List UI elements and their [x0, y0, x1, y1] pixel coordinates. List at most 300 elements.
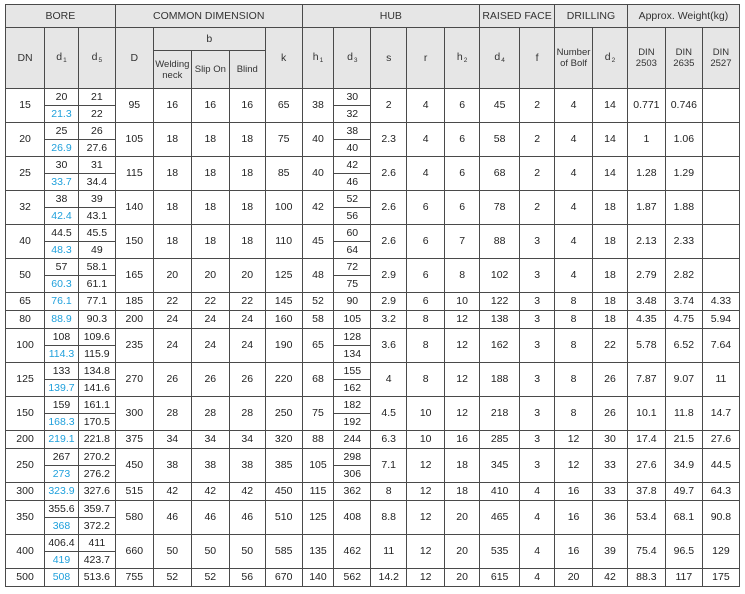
cell-bs: 26	[191, 363, 229, 397]
cell-f: 4	[520, 501, 555, 535]
cell-d4: 188	[480, 363, 520, 397]
cell-d1-od: 368	[45, 518, 79, 535]
cell-d4: 102	[480, 259, 520, 293]
cell-bb: 56	[229, 569, 265, 587]
cell-w1: 2.13	[627, 225, 665, 259]
cell-d5: 423.7	[78, 552, 115, 569]
cell-d2: 22	[593, 329, 628, 363]
cell-w1: 1.87	[627, 191, 665, 225]
cell-d3: 244	[334, 431, 371, 449]
group-raised-face: RAISED FACE	[480, 5, 555, 28]
cell-s: 14.2	[371, 569, 407, 587]
cell-k: 160	[265, 311, 302, 329]
cell-dn: 250	[6, 449, 45, 483]
col-d1: $d_1$	[45, 28, 79, 89]
cell-r: 6	[407, 293, 445, 311]
cell-h1: 115	[302, 483, 334, 501]
cell-w2: 1.88	[665, 191, 702, 225]
cell-d3: 408	[334, 501, 371, 535]
cell-d3: 40	[334, 140, 371, 157]
cell-d3: 72	[334, 259, 371, 276]
cell-w1: 5.78	[627, 329, 665, 363]
cell-h2: 12	[445, 363, 480, 397]
cell-d3: 134	[334, 346, 371, 363]
cell-d1: 25	[45, 123, 79, 140]
table-row	[6, 259, 740, 276]
cell-bs: 42	[191, 483, 229, 501]
cell-d2: 33	[593, 449, 628, 483]
cell-d4: 68	[480, 157, 520, 191]
cell-d4: 162	[480, 329, 520, 363]
cell-r: 10	[407, 431, 445, 449]
cell-h1: 68	[302, 363, 334, 397]
cell-d3: 32	[334, 106, 371, 123]
cell-nb: 8	[555, 397, 593, 431]
cell-d5: 22	[78, 106, 115, 123]
cell-f: 4	[520, 535, 555, 569]
cell-s: 2.6	[371, 191, 407, 225]
cell-h2: 18	[445, 449, 480, 483]
cell-D: 580	[115, 501, 153, 535]
cell-bw: 22	[153, 293, 191, 311]
cell-dn: 20	[6, 123, 45, 157]
cell-d3: 128	[334, 329, 371, 346]
cell-r: 8	[407, 311, 445, 329]
cell-h2: 16	[445, 431, 480, 449]
cell-bb: 18	[229, 123, 265, 157]
cell-d2: 14	[593, 89, 628, 123]
group-approx-weight: Approx. Weight(kg)	[627, 5, 739, 28]
cell-s: 2.6	[371, 225, 407, 259]
cell-D: 95	[115, 89, 153, 123]
cell-k: 65	[265, 89, 302, 123]
cell-nb: 4	[555, 225, 593, 259]
cell-r: 6	[407, 259, 445, 293]
cell-D: 660	[115, 535, 153, 569]
cell-d1-od: 168.3	[45, 414, 79, 431]
cell-d1-od: 21.3	[45, 106, 79, 123]
cell-d2: 14	[593, 123, 628, 157]
cell-f: 3	[520, 329, 555, 363]
table-row	[6, 225, 740, 242]
cell-d1: 44.5	[45, 225, 79, 242]
cell-w1: 27.6	[627, 449, 665, 483]
group-common-dimension: COMMON DIMENSION	[115, 5, 302, 28]
cell-w3: 44.5	[702, 449, 739, 483]
cell-d5: 270.2	[78, 449, 115, 466]
cell-d5: 34.4	[78, 174, 115, 191]
cell-k: 450	[265, 483, 302, 501]
cell-d1: 30	[45, 157, 79, 174]
cell-s: 3.2	[371, 311, 407, 329]
cell-d2: 18	[593, 311, 628, 329]
cell-h1: 45	[302, 225, 334, 259]
cell-k: 85	[265, 157, 302, 191]
cell-bb: 16	[229, 89, 265, 123]
cell-bw: 28	[153, 397, 191, 431]
cell-d1-od: 114.3	[45, 346, 79, 363]
cell-d5: 327.6	[78, 483, 115, 501]
cell-r: 6	[407, 191, 445, 225]
table-row	[6, 329, 740, 346]
cell-d3: 306	[334, 466, 371, 483]
cell-f: 3	[520, 311, 555, 329]
cell-bw: 18	[153, 157, 191, 191]
cell-bs: 18	[191, 225, 229, 259]
cell-D: 375	[115, 431, 153, 449]
cell-D: 450	[115, 449, 153, 483]
cell-w2: 49.7	[665, 483, 702, 501]
cell-w1: 75.4	[627, 535, 665, 569]
cell-d1-od: 273	[45, 466, 79, 483]
cell-k: 100	[265, 191, 302, 225]
cell-d5: 49	[78, 242, 115, 259]
cell-nb: 12	[555, 449, 593, 483]
cell-w1: 2.79	[627, 259, 665, 293]
cell-d4: 345	[480, 449, 520, 483]
cell-d1-od: 42.4	[45, 208, 79, 225]
cell-D: 105	[115, 123, 153, 157]
cell-d1-od: 139.7	[45, 380, 79, 397]
cell-bs: 16	[191, 89, 229, 123]
cell-w2: 68.1	[665, 501, 702, 535]
cell-w2: 11.8	[665, 397, 702, 431]
cell-k: 385	[265, 449, 302, 483]
col-b-blind: Blind	[229, 51, 265, 89]
cell-bw: 26	[153, 363, 191, 397]
cell-bb: 42	[229, 483, 265, 501]
cell-r: 4	[407, 123, 445, 157]
cell-r: 12	[407, 501, 445, 535]
cell-d5: 21	[78, 89, 115, 106]
cell-bw: 18	[153, 225, 191, 259]
cell-dn: 15	[6, 89, 45, 123]
table-row	[6, 293, 740, 311]
cell-h2: 12	[445, 329, 480, 363]
col-b: b	[153, 28, 265, 51]
cell-bb: 34	[229, 431, 265, 449]
cell-w2: 2.33	[665, 225, 702, 259]
cell-bs: 24	[191, 329, 229, 363]
cell-s: 4.5	[371, 397, 407, 431]
cell-d5: 31	[78, 157, 115, 174]
cell-d5: 61.1	[78, 276, 115, 293]
cell-d1-od: 88.9	[45, 311, 79, 329]
cell-d5: 39	[78, 191, 115, 208]
cell-r: 8	[407, 329, 445, 363]
cell-bs: 18	[191, 157, 229, 191]
col-D: D	[115, 28, 153, 89]
cell-w3: 11	[702, 363, 739, 397]
cell-w1: 7.87	[627, 363, 665, 397]
cell-nb: 16	[555, 501, 593, 535]
cell-bb: 18	[229, 191, 265, 225]
cell-r: 12	[407, 483, 445, 501]
cell-nb: 4	[555, 259, 593, 293]
group-hub: HUB	[302, 5, 479, 28]
cell-w1: 1.28	[627, 157, 665, 191]
cell-d1: 159	[45, 397, 79, 414]
cell-bs: 28	[191, 397, 229, 431]
cell-d5: 43.1	[78, 208, 115, 225]
cell-r: 12	[407, 449, 445, 483]
cell-w1: 88.3	[627, 569, 665, 587]
cell-bb: 20	[229, 259, 265, 293]
cell-d5: 141.6	[78, 380, 115, 397]
cell-nb: 16	[555, 483, 593, 501]
cell-w2: 34.9	[665, 449, 702, 483]
table-body	[6, 89, 740, 587]
cell-w1: 1	[627, 123, 665, 157]
cell-bs: 52	[191, 569, 229, 587]
cell-s: 8	[371, 483, 407, 501]
col-k: k	[265, 28, 302, 89]
cell-h2: 10	[445, 293, 480, 311]
cell-d1-od: 76.1	[45, 293, 79, 311]
cell-w3: 64.3	[702, 483, 739, 501]
cell-k: 250	[265, 397, 302, 431]
cell-f: 4	[520, 483, 555, 501]
cell-s: 4	[371, 363, 407, 397]
cell-h2: 7	[445, 225, 480, 259]
cell-dn: 300	[6, 483, 45, 501]
col-dn: DN	[6, 28, 45, 89]
cell-d1: 355.6	[45, 501, 79, 518]
cell-d4: 410	[480, 483, 520, 501]
cell-h1: 65	[302, 329, 334, 363]
cell-h2: 8	[445, 259, 480, 293]
cell-bs: 24	[191, 311, 229, 329]
cell-d3: 30	[334, 89, 371, 106]
cell-nb: 8	[555, 329, 593, 363]
cell-d5: 26	[78, 123, 115, 140]
cell-w3	[702, 89, 739, 123]
cell-dn: 350	[6, 501, 45, 535]
cell-d1-od: 33.7	[45, 174, 79, 191]
cell-d4: 218	[480, 397, 520, 431]
cell-d5: 109.6	[78, 329, 115, 346]
cell-d3: 105	[334, 311, 371, 329]
cell-w3	[702, 157, 739, 191]
cell-h2: 6	[445, 191, 480, 225]
cell-nb: 8	[555, 363, 593, 397]
table-row	[6, 449, 740, 466]
cell-dn: 65	[6, 293, 45, 311]
cell-w2: 0.746	[665, 89, 702, 123]
cell-d5: 411	[78, 535, 115, 552]
cell-k: 510	[265, 501, 302, 535]
cell-s: 2.3	[371, 123, 407, 157]
cell-w2: 3.74	[665, 293, 702, 311]
cell-d1: 133	[45, 363, 79, 380]
cell-d2: 26	[593, 397, 628, 431]
cell-bs: 20	[191, 259, 229, 293]
cell-d1-od: 219.1	[45, 431, 79, 449]
cell-h2: 6	[445, 157, 480, 191]
table-row	[6, 535, 740, 552]
cell-d4: 88	[480, 225, 520, 259]
cell-s: 2	[371, 89, 407, 123]
cell-d1-od: 419	[45, 552, 79, 569]
col-din-2527: DIN 2527	[702, 28, 739, 89]
cell-w2: 4.75	[665, 311, 702, 329]
cell-d1: 108	[45, 329, 79, 346]
cell-d1: 267	[45, 449, 79, 466]
table-row	[6, 431, 740, 449]
cell-d4: 138	[480, 311, 520, 329]
col-d5: $d_5$	[78, 28, 115, 89]
cell-bw: 20	[153, 259, 191, 293]
cell-h2: 6	[445, 123, 480, 157]
cell-D: 755	[115, 569, 153, 587]
cell-f: 3	[520, 431, 555, 449]
cell-bs: 34	[191, 431, 229, 449]
cell-bb: 24	[229, 329, 265, 363]
cell-d4: 285	[480, 431, 520, 449]
cell-d5: 58.1	[78, 259, 115, 276]
cell-k: 320	[265, 431, 302, 449]
cell-d3: 462	[334, 535, 371, 569]
cell-nb: 4	[555, 89, 593, 123]
table-row	[6, 569, 740, 587]
cell-bw: 46	[153, 501, 191, 535]
cell-w3	[702, 123, 739, 157]
cell-r: 12	[407, 569, 445, 587]
cell-d3: 42	[334, 157, 371, 174]
col-d3: $d_3$	[334, 28, 371, 89]
cell-f: 2	[520, 89, 555, 123]
flange-dimension-table	[5, 4, 740, 587]
cell-bb: 22	[229, 293, 265, 311]
cell-d5: 359.7	[78, 501, 115, 518]
cell-f: 3	[520, 293, 555, 311]
cell-d2: 33	[593, 483, 628, 501]
cell-k: 145	[265, 293, 302, 311]
col-r: r	[407, 28, 445, 89]
cell-r: 4	[407, 157, 445, 191]
cell-h2: 20	[445, 501, 480, 535]
cell-d5: 134.8	[78, 363, 115, 380]
cell-h1: 140	[302, 569, 334, 587]
cell-D: 235	[115, 329, 153, 363]
table-row	[6, 483, 740, 501]
cell-dn: 200	[6, 431, 45, 449]
cell-w3: 27.6	[702, 431, 739, 449]
cell-s: 2.9	[371, 259, 407, 293]
table-row	[6, 397, 740, 414]
cell-d5: 27.6	[78, 140, 115, 157]
cell-bb: 38	[229, 449, 265, 483]
cell-d3: 155	[334, 363, 371, 380]
cell-d5: 90.3	[78, 311, 115, 329]
cell-bb: 24	[229, 311, 265, 329]
cell-h1: 38	[302, 89, 334, 123]
cell-h2: 20	[445, 569, 480, 587]
cell-w2: 117	[665, 569, 702, 587]
cell-d3: 46	[334, 174, 371, 191]
cell-w2: 1.29	[665, 157, 702, 191]
cell-d3: 90	[334, 293, 371, 311]
cell-r: 6	[407, 225, 445, 259]
cell-D: 300	[115, 397, 153, 431]
cell-k: 220	[265, 363, 302, 397]
cell-s: 2.9	[371, 293, 407, 311]
cell-r: 10	[407, 397, 445, 431]
cell-k: 125	[265, 259, 302, 293]
cell-d3: 562	[334, 569, 371, 587]
cell-h2: 20	[445, 535, 480, 569]
col-b-welding-neck: Welding neck	[153, 51, 191, 89]
cell-d3: 56	[334, 208, 371, 225]
cell-d2: 18	[593, 293, 628, 311]
cell-h1: 75	[302, 397, 334, 431]
cell-bw: 16	[153, 89, 191, 123]
cell-h1: 135	[302, 535, 334, 569]
col-din-2503: DIN 2503	[627, 28, 665, 89]
cell-bb: 50	[229, 535, 265, 569]
cell-d5: 170.5	[78, 414, 115, 431]
cell-dn: 400	[6, 535, 45, 569]
cell-bs: 18	[191, 123, 229, 157]
cell-d3: 182	[334, 397, 371, 414]
cell-r: 8	[407, 363, 445, 397]
cell-h1: 88	[302, 431, 334, 449]
cell-bs: 18	[191, 191, 229, 225]
cell-h1: 52	[302, 293, 334, 311]
table-row	[6, 363, 740, 380]
cell-d5: 372.2	[78, 518, 115, 535]
cell-w3	[702, 259, 739, 293]
cell-w1: 37.8	[627, 483, 665, 501]
cell-bs: 38	[191, 449, 229, 483]
cell-f: 3	[520, 363, 555, 397]
cell-d2: 36	[593, 501, 628, 535]
cell-d2: 30	[593, 431, 628, 449]
cell-d1-od: 26.9	[45, 140, 79, 157]
cell-D: 150	[115, 225, 153, 259]
cell-d5: 513.6	[78, 569, 115, 587]
cell-d1-od: 323.9	[45, 483, 79, 501]
cell-w1: 10.1	[627, 397, 665, 431]
cell-s: 6.3	[371, 431, 407, 449]
cell-d5: 45.5	[78, 225, 115, 242]
col-s: s	[371, 28, 407, 89]
cell-bw: 42	[153, 483, 191, 501]
cell-w2: 2.82	[665, 259, 702, 293]
cell-w1: 3.48	[627, 293, 665, 311]
cell-d2: 42	[593, 569, 628, 587]
cell-nb: 4	[555, 157, 593, 191]
cell-f: 2	[520, 157, 555, 191]
cell-d3: 75	[334, 276, 371, 293]
cell-h1: 48	[302, 259, 334, 293]
cell-w3: 14.7	[702, 397, 739, 431]
cell-D: 200	[115, 311, 153, 329]
col-b-slip-on: Slip On	[191, 51, 229, 89]
cell-w1: 53.4	[627, 501, 665, 535]
cell-w2: 6.52	[665, 329, 702, 363]
cell-d4: 122	[480, 293, 520, 311]
cell-bs: 22	[191, 293, 229, 311]
cell-D: 270	[115, 363, 153, 397]
cell-w3: 5.94	[702, 311, 739, 329]
cell-k: 75	[265, 123, 302, 157]
cell-dn: 25	[6, 157, 45, 191]
cell-s: 8.8	[371, 501, 407, 535]
cell-w3: 175	[702, 569, 739, 587]
cell-D: 185	[115, 293, 153, 311]
cell-d3: 298	[334, 449, 371, 466]
